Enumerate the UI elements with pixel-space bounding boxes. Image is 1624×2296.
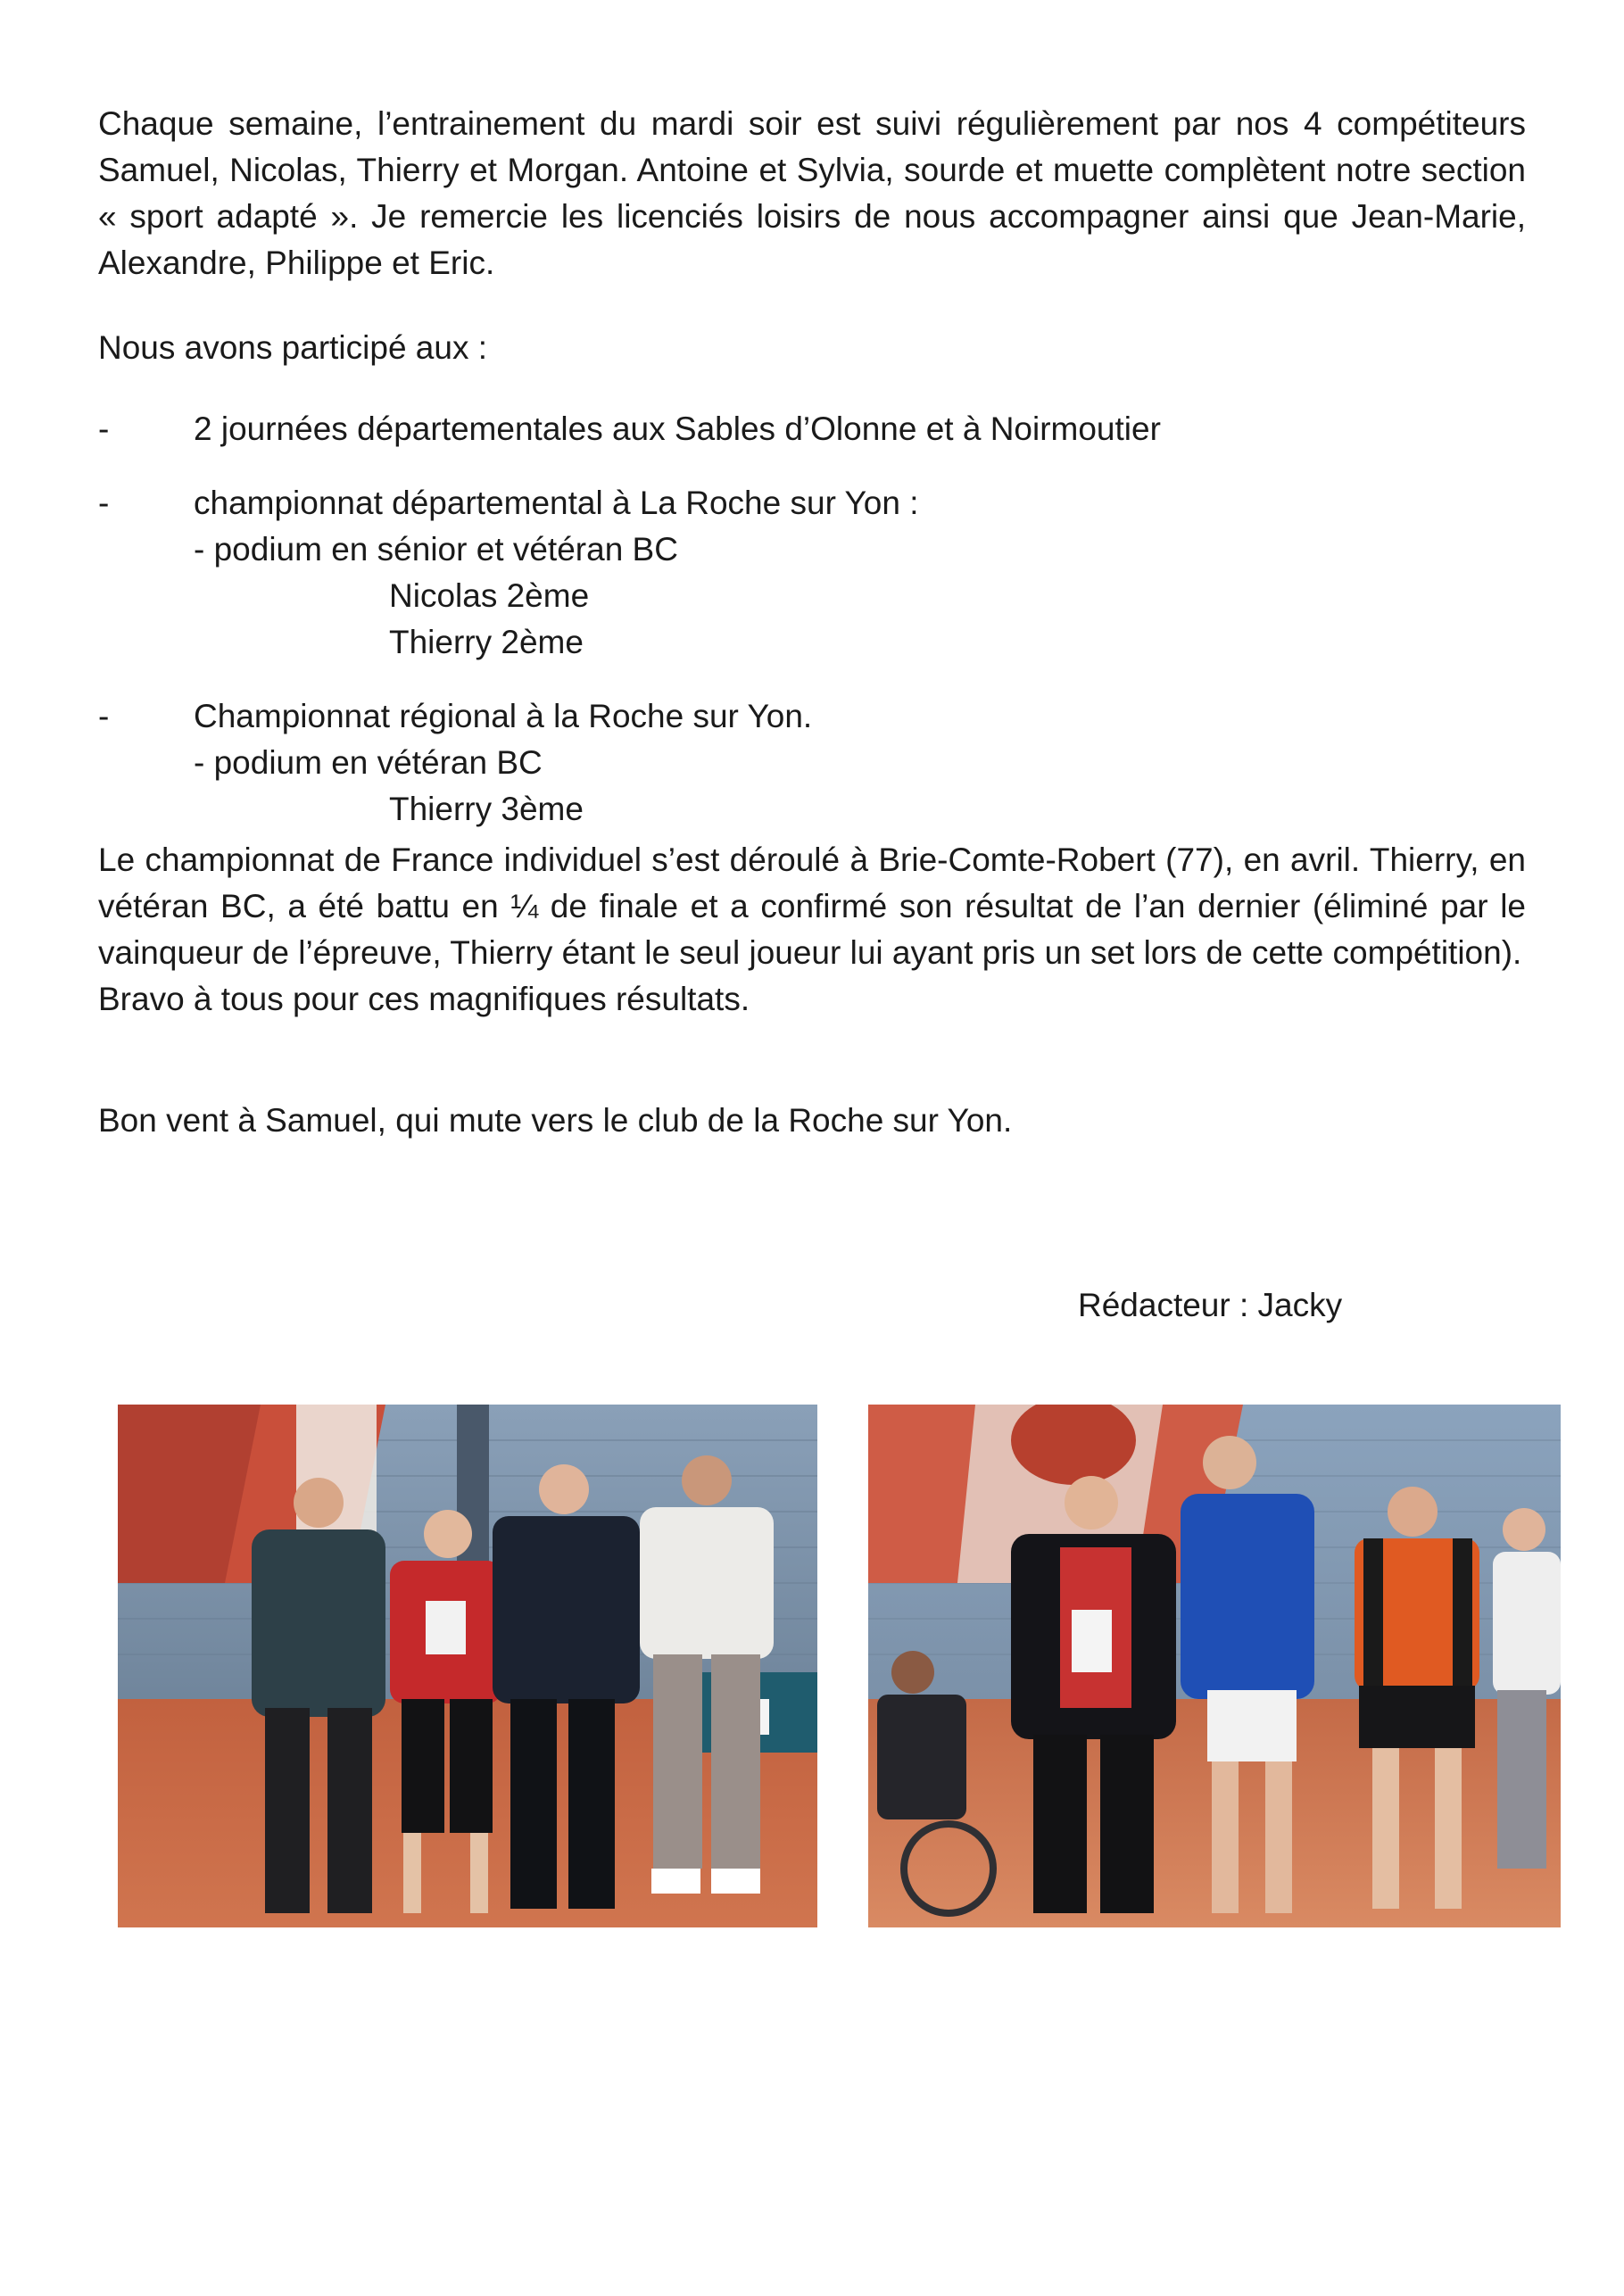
paragraph-championship	[98, 837, 1526, 1023]
paragraph-championship-text: Le championnat de France individuel s’est déroulé à Brie-Comte-Robert (77), en avril. Thierry, en vétéran BC, a été battu en ¼ de finale et a confirmé son résultat de l’an dernier (éliminé par le vainqueur de l’épreuve, Thierry étant le seul joueur lui ayant pris un set lors de cette compétition).	[98, 841, 1526, 971]
podium-line: - podium en vétéran BC	[194, 744, 543, 781]
paragraph-farewell: Bon vent à Samuel, qui mute vers le club de la Roche sur Yon.	[98, 1102, 1013, 1139]
photo-podium-left	[118, 1405, 817, 1927]
bullet-dash: -	[98, 485, 110, 521]
podium-line: - podium en sénior et vétéran BC	[194, 531, 678, 568]
paragraph-intro: Chaque semaine, l’entrainement du mardi soir est suivi régulièrement par nos 4 compétiteurs Samuel, Nicolas, Thierry et Morgan. Antoine et Sylvia, sourde et muette complètent notre section « sport adapté ». Je remercie les licenciés loisirs de nous accompagner ainsi que Jean-Marie, Alexandre, Philippe et Eric.	[98, 105, 1526, 281]
list-item-text: 2 journées départementales aux Sables d’Olonne et à Noirmoutier	[194, 410, 1161, 447]
result-line: Nicolas 2ème	[389, 577, 590, 614]
author-signature: Rédacteur : Jacky	[1078, 1287, 1343, 1323]
list-intro: Nous avons participé aux :	[98, 329, 488, 366]
list-item-text: Championnat régional à la Roche sur Yon.	[194, 698, 813, 734]
result-line: Thierry 3ème	[389, 791, 584, 827]
bullet-dash: -	[98, 698, 110, 734]
photo-podium-right	[868, 1405, 1561, 1927]
paragraph-bravo: Bravo à tous pour ces magnifiques résultats.	[98, 981, 750, 1017]
result-line: Thierry 2ème	[389, 624, 584, 660]
bullet-dash: -	[98, 410, 110, 447]
list-item-text: championnat départemental à La Roche sur Yon :	[194, 485, 919, 521]
